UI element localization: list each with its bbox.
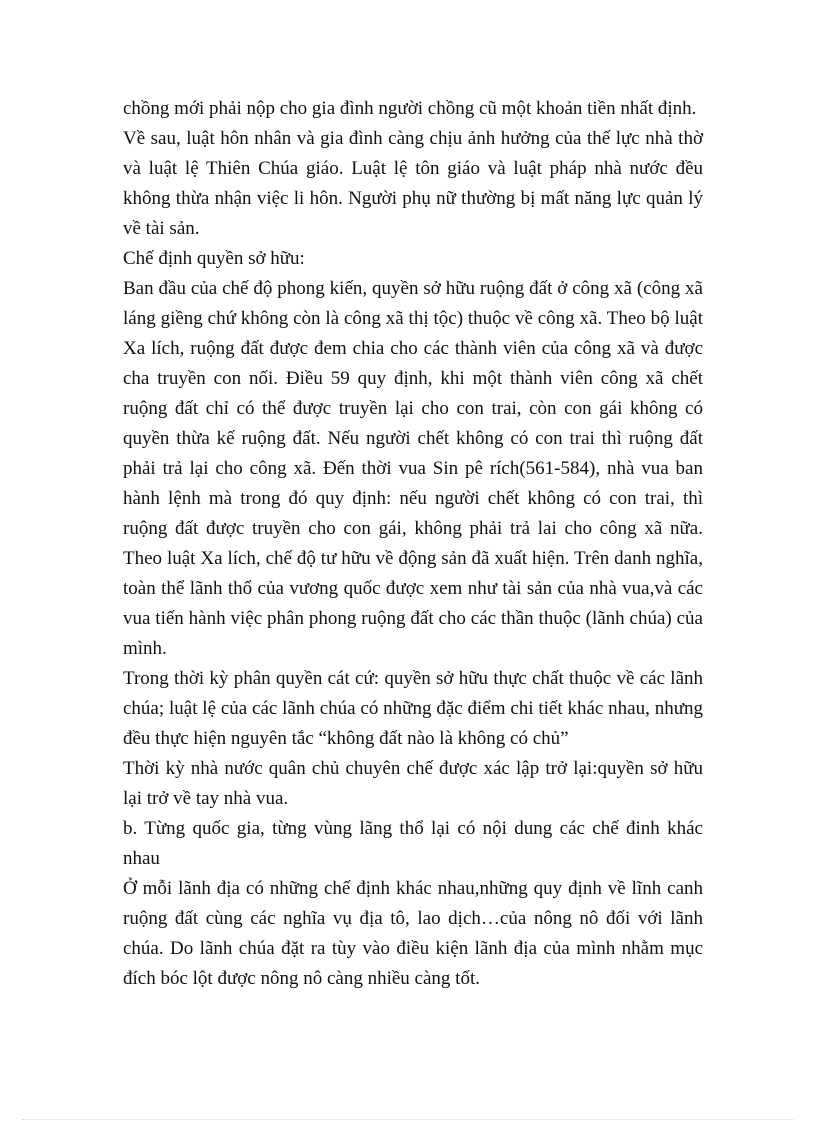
paragraph-6: Ở mỗi lãnh địa có những chế định khác nhau,những quy định về lĩnh canh ruộng đất cùng các nghĩa vụ địa tô, lao dịch…của nông nô đối với lãnh chúa. Do lãnh chúa đặt ra tùy vào điều kiện lãnh địa của mình nhằm mục đích bóc lột được nông nô càng nhiều càng tốt. bbox=[123, 878, 703, 989]
paragraph-2: Về sau, luật hôn nhân và gia đình càng chịu ảnh hưởng của thế lực nhà thờ và luật lệ Thiên Chúa giáo. Luật lệ tôn giáo và luật pháp nhà nước đều không thừa nhận việc li hôn. Người phụ nữ thường bị mất năng lực quản lý về tài sản. bbox=[123, 128, 703, 239]
paragraph-3: Ban đầu của chế độ phong kiến, quyền sở hữu ruộng đất ở công xã (công xã láng giềng chứ không còn là công xã thị tộc) thuộc về công xã. Theo bộ luật Xa lích, ruộng đất được đem chia cho các thành viên của công xã và được cha truyền con nối. Điều 59 quy định, khi một thành viên công xã chết ruộng đất chỉ có thể được truyền lại cho con trai, còn con gái không có quyền thừa kế ruộng đất. Nếu người chết không có con trai thì ruộng đất phải trả lại cho công xã. Đến thời vua Sin pê rích(561-584), nhà vua ban hành lệnh mà trong đó quy định: nếu người chết không có con trai, thì ruộng đất được truyền cho con gái, không phải trả lai cho công xã nữa. Theo luật Xa lích, chế độ tư hữu về động sản đã xuất hiện. Trên danh nghĩa, toàn thể lãnh thổ của vương quốc được xem như tài sản của nhà vua,và các vua tiến hành việc phân phong ruộng đất cho các thần thuộc (lãnh chúa) của mình. bbox=[123, 278, 703, 659]
paragraph-5: Thời kỳ nhà nước quân chủ chuyên chế được xác lập trở lại:quyền sở hữu lại trở về tay nhà vua. bbox=[123, 758, 703, 809]
section-heading-b: b. Từng quốc gia, từng vùng lãng thổ lại có nội dung các chế đinh khác nhau bbox=[123, 818, 703, 869]
document-body bbox=[123, 94, 703, 994]
paragraph-4: Trong thời kỳ phân quyền cát cứ: quyền sở hữu thực chất thuộc về các lãnh chúa; luật lệ của các lãnh chúa có những đặc điểm chi tiết khác nhau, nhưng đều thực hiện nguyên tắc “không đất nào là không có chủ” bbox=[123, 668, 703, 749]
page-bottom-divider bbox=[22, 1119, 794, 1120]
section-heading-ownership: Chế định quyền sở hữu: bbox=[123, 248, 305, 269]
paragraph-1: chồng mới phải nộp cho gia đình người chồng cũ một khoản tiền nhất định. bbox=[123, 98, 697, 119]
